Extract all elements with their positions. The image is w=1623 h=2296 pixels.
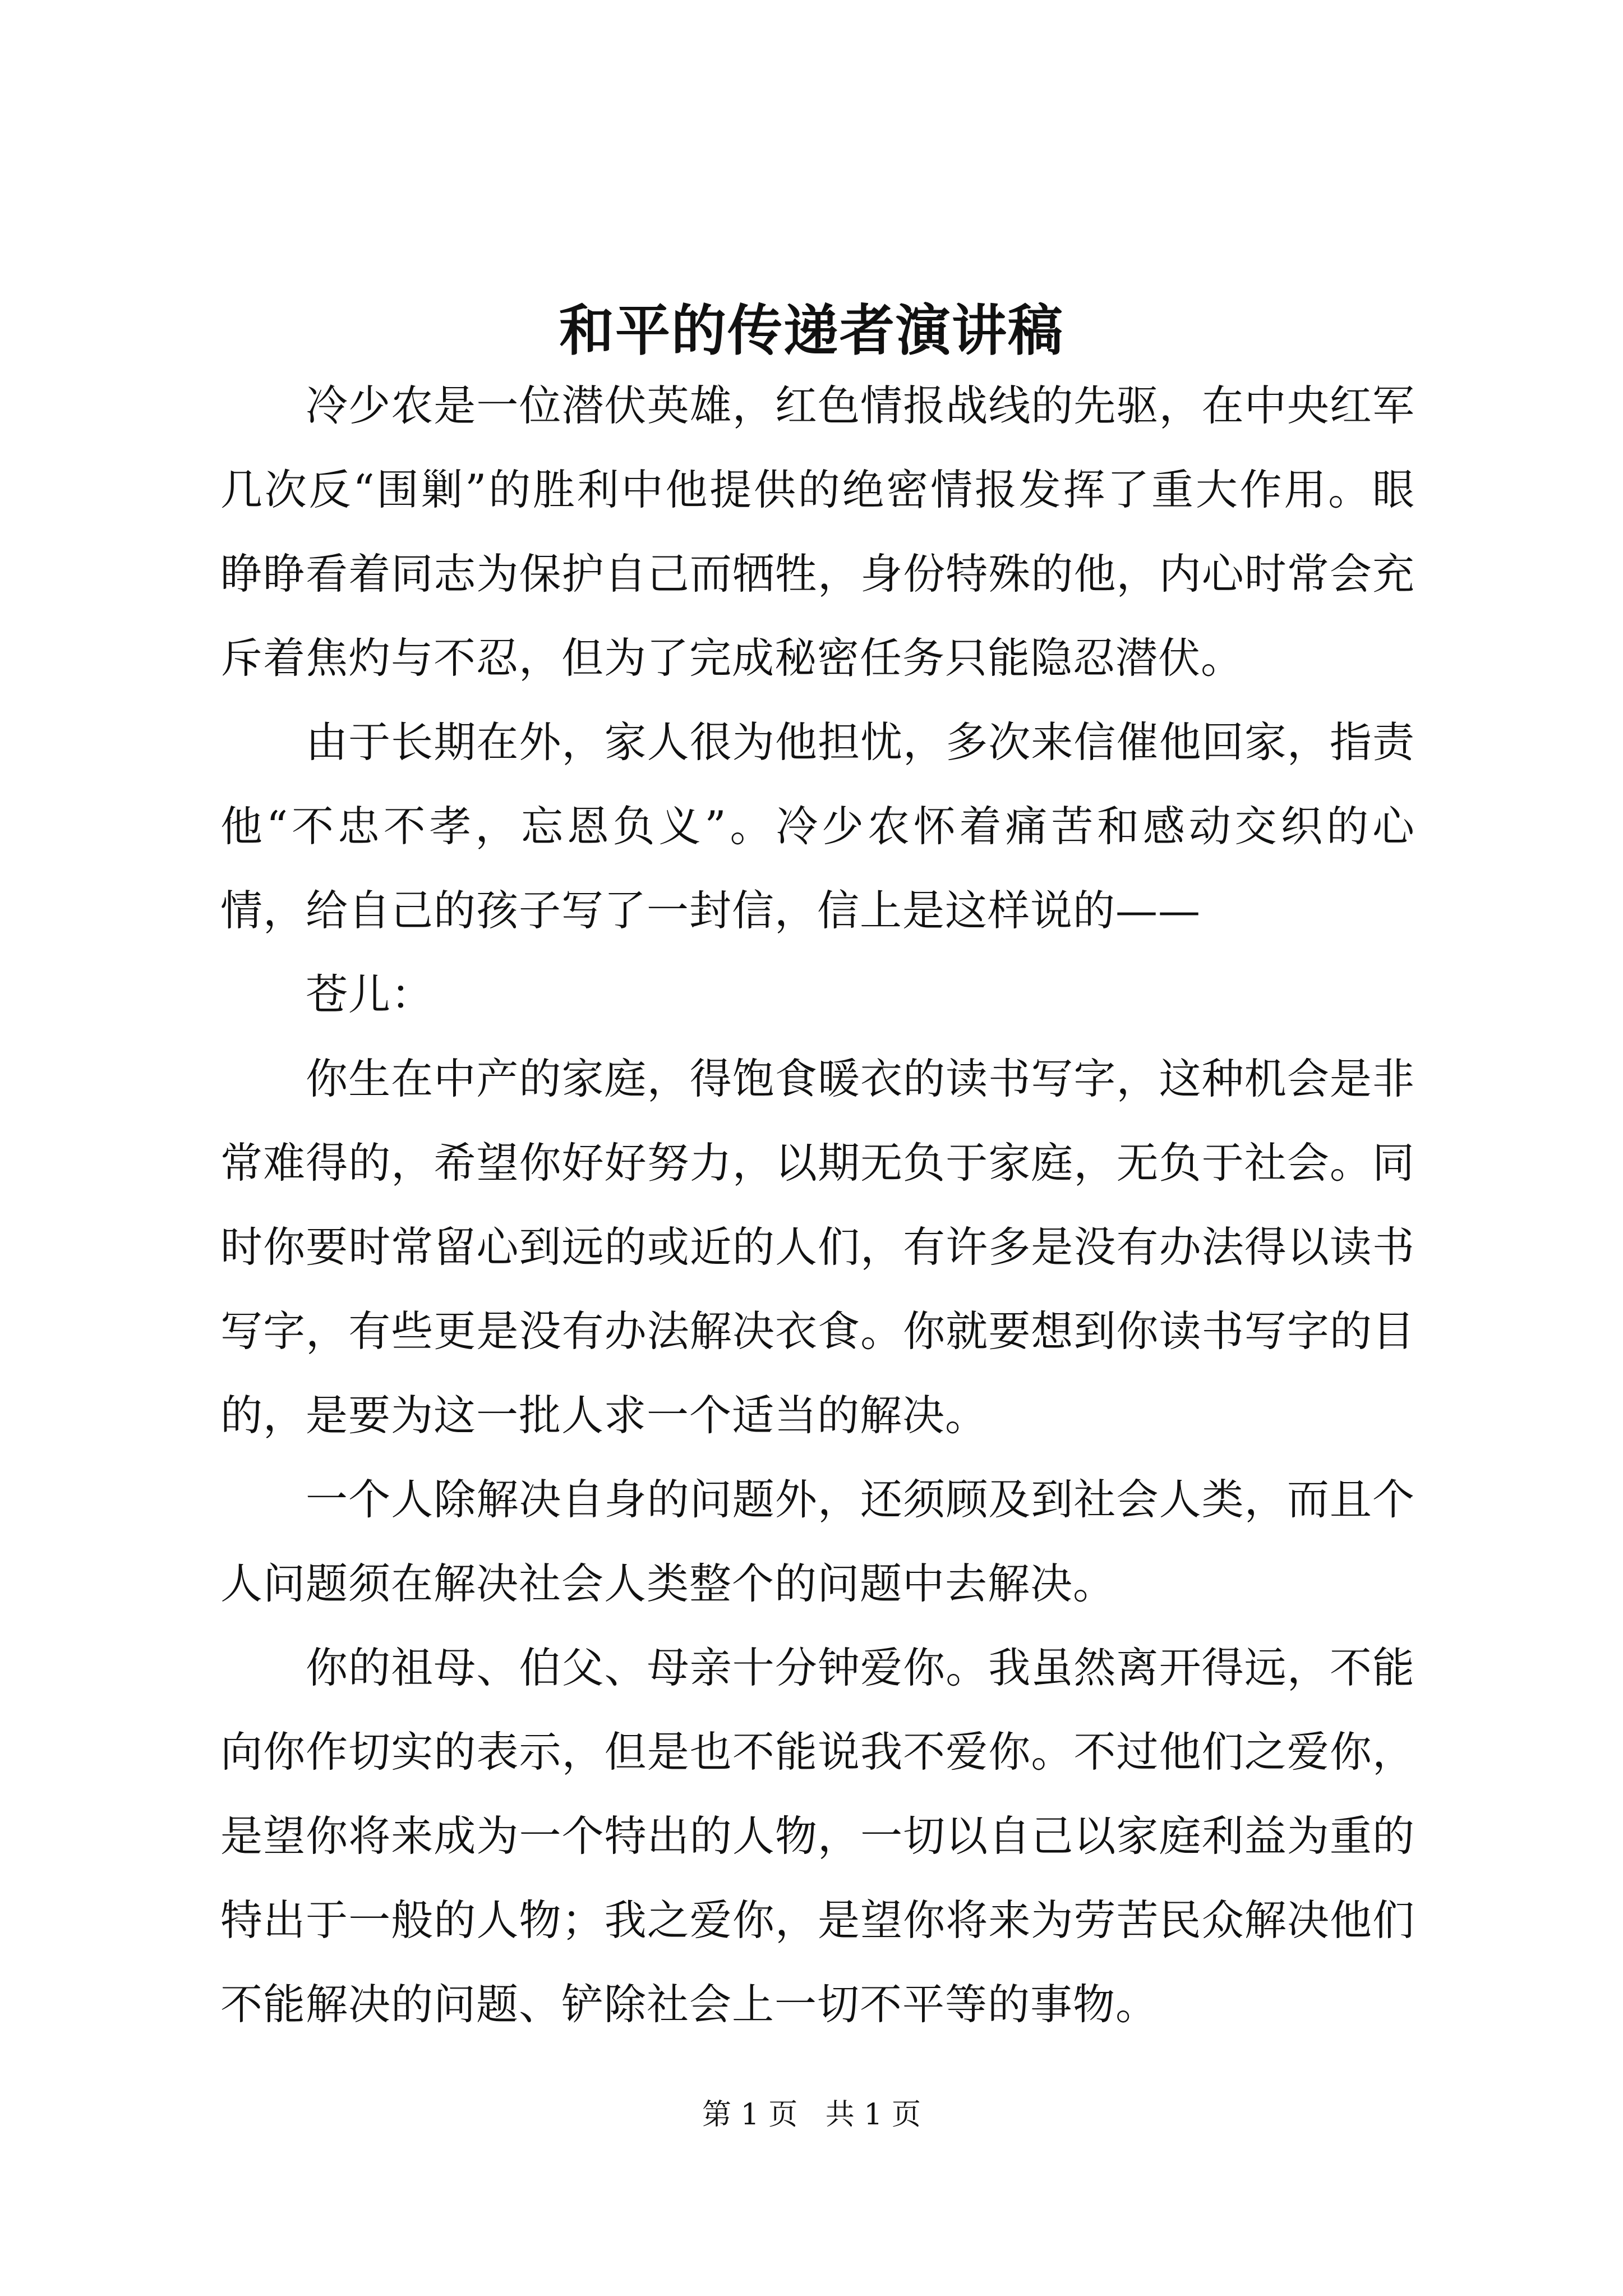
- page-total: 共 1 页: [825, 2098, 921, 2132]
- document-title: 和平的传递者演讲稿: [559, 298, 1064, 363]
- page-number: 第 1 页: [702, 2098, 798, 2132]
- page-footer: [0, 2092, 1623, 2137]
- paragraph-5: 一个人除解决自身的问题外，还须顾及到社会人类，而且个人问题须在解决社会人类整个的问题中去解决。: [220, 1475, 1415, 1608]
- document-body: [220, 364, 1415, 2046]
- paragraph-3: 苍儿：: [306, 970, 434, 1019]
- paragraph-2: 由于长期在外，家人很为他担忧，多次来信催他回家，指责他“不忠不孝，忘恩负义”。冷少农怀着痛苦和感动交织的心情，给自己的孩子写了一封信，信上是这样说的——: [220, 717, 1415, 935]
- paragraph-1: 冷少农是一位潜伏英雄，红色情报战线的先驱，在中央红军几次反“围剿”的胜利中他提供的绝密情报发挥了重大作用。眼睁睁看着同志为保护自己而牺牲，身份特殊的他，内心时常会充斥着焦灼与不忍，但为了完成秘密任务只能隐忍潜伏。: [220, 381, 1415, 683]
- paragraph-4: 你生在中产的家庭，得饱食暖衣的读书写字，这种机会是非常难得的，希望你好好努力，以期无负于家庭，无负于社会。同时你要时常留心到远的或近的人们，有许多是没有办法得以读书写字，有些更是没有办法解决衣食。你就要想到你读书写字的目的，是要为这一批人求一个适当的解决。: [220, 1054, 1415, 1440]
- paragraph-6: 你的祖母、伯父、母亲十分钟爱你。我虽然离开得远，不能向你作切实的表示，但是也不能说我不爱你。不过他们之爱你，是望你将来成为一个特出的人物，一切以自己以家庭利益为重的特出于一般的人物；我之爱你，是望你将来为劳苦民众解决他们不能解决的问题、铲除社会上一切不平等的事物。: [220, 1643, 1415, 2029]
